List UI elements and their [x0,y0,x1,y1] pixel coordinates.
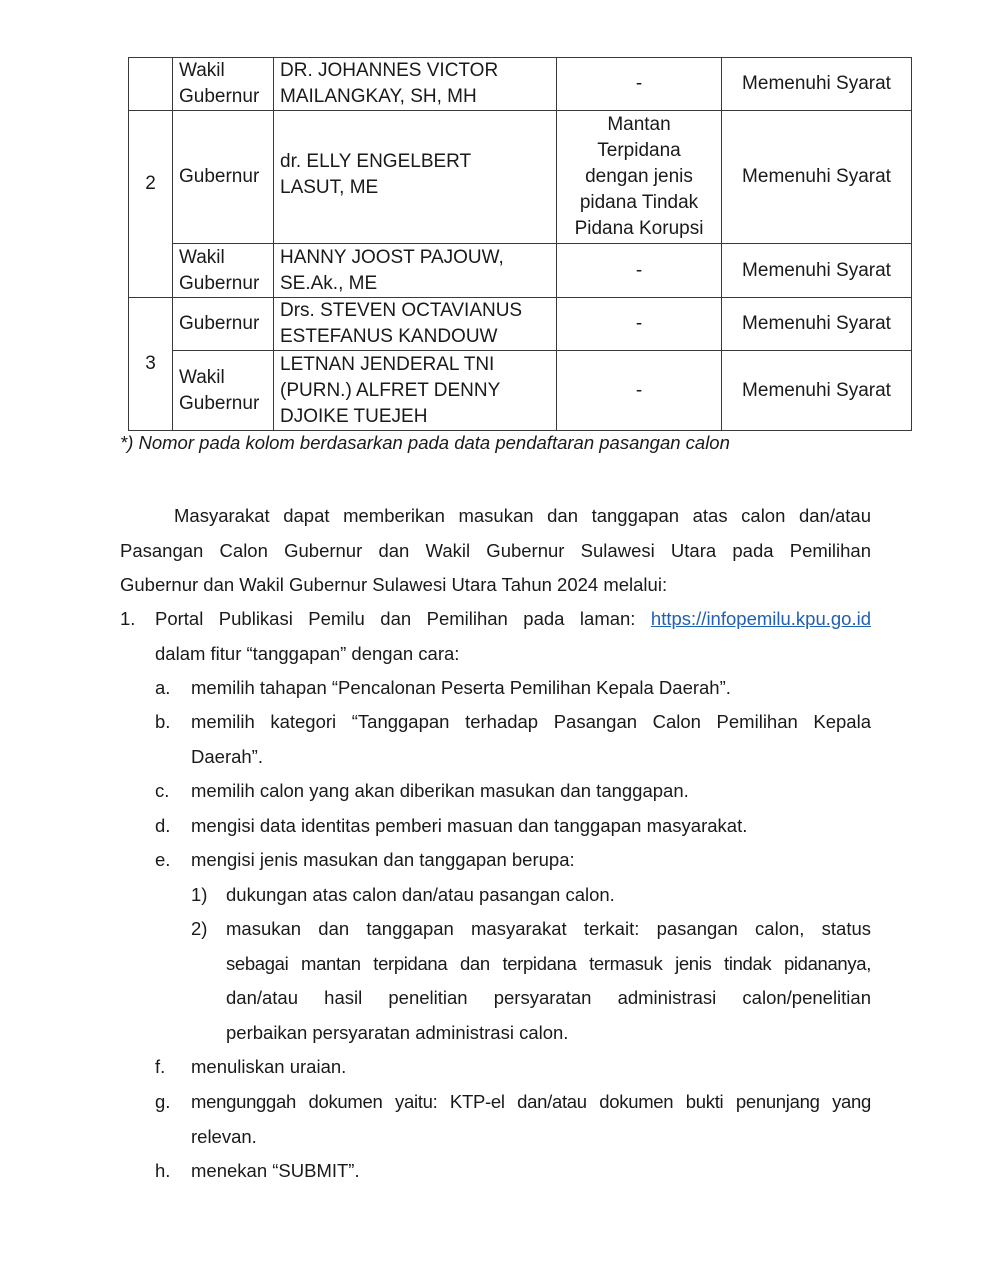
list-marker: c. [155,780,170,801]
position-cell: Gubernur [173,111,274,244]
list-item: 1. Portal Publikasi Pemilu dan Pemilihan pada laman: https://infopemilu.kpu.go.id dalam fitur “tanggapan” dengan cara: [120,602,871,672]
pair-number-cell: 3 [129,298,173,431]
candidate-name-cell: Drs. STEVEN OCTAVIANUS ESTEFANUS KANDOUW [274,298,557,351]
pair-number-cell [129,58,173,111]
document-page: Wakil Gubernur DR. JOHANNES VICTOR MAILANGKAY, SH, MH - Memenuhi Syarat 2 Gubernur dr. ELLY ENGELBERT LASUT, ME Mantan Terpidana dengan jenis pidana Tindak Pidana Korupsi Memenuhi Syarat Wakil Gubernur HANNY JOOST PAJOUW, SE.Ak., ME - Memenuhi Syarat 3 Gubernur Drs. STEVEN OCTAVIANUS ESTEFANUS KANDOUW - Memenuhi Syarat Wakil Gubernur LETNAN JENDERAL TNI (PURN.) ALFRET DENNY DJOIKE TUEJEH - Memenuhi Syarat *) Nomor pada kolom berdasarkan pada data pendaftaran pasangan calon Masyarakat dapat memberikan masukan dan tanggapan atas calon dan/atau Pasangan Calon Gubernur dan Wakil Gubernur Sulawesi Utara pada Pemilihan Gubernur dan Wakil Gubernur Sulawesi Utara Tahun 2024 melalui: 1. Portal Publikasi Pemilu dan Pemilihan pada laman: https://infopemilu.kpu.go.id dalam fitur “tanggapan” dengan cara: a. memilih tahapan “Pencalonan Peserta Pemilihan Kepala Daerah”. b. memilih kategori “Tanggapan terhadap Pasangan Calon Pemilihan Kepala Daerah”. c. memilih calon yang akan diberikan masukan dan tanggapan. d. mengisi data identitas pemberi masuan dan tanggapan masyarakat. e. mengisi jenis masukan dan tanggapan berupa: 1) dukungan atas calon dan/atau pasangan calon. 2) masukan dan tanggapan masyarakat terkait: pasangan calon, status sebagai mantan terpidana dan terpidana termasuk jenis tindak pidananya, dan/atau hasil penelitian persyaratan administrasi calon/penelitian perbaikan persyaratan administrasi calon. f. menuliskan uraian. g. mengunggah dokumen yaitu: KTP-el dan/atau dokumen bukti penunjang yang relevan. h. menekan “SUBMIT”. [0,0,991,1280]
list-marker: h. [155,1160,171,1181]
conviction-status-cell: - [557,58,722,111]
pair-number-cell: 2 [129,111,173,298]
position-cell: Wakil Gubernur [173,244,274,298]
table-footnote: *) Nomor pada kolom berdasarkan pada data pendaftaran pasangan calon [120,432,730,453]
eligibility-cell: Memenuhi Syarat [722,58,912,111]
candidate-name-cell: LETNAN JENDERAL TNI (PURN.) ALFRET DENNY DJOIKE TUEJEH [274,351,557,431]
eligibility-cell: Memenuhi Syarat [722,351,912,431]
list-marker: g. [155,1091,171,1112]
table-row [129,351,912,431]
list-marker: 1. [120,608,136,629]
list-marker: 2) [191,918,208,939]
candidate-table [128,57,912,431]
candidate-name-cell: dr. ELLY ENGELBERT LASUT, ME [274,111,557,244]
list-marker: a. [155,677,171,698]
position-cell: Wakil Gubernur [173,58,274,111]
position-cell: Wakil Gubernur [173,351,274,431]
list-marker: f. [155,1056,166,1077]
candidate-name-cell: DR. JOHANNES VICTOR MAILANGKAY, SH, MH [274,58,557,111]
conviction-status-cell: Mantan Terpidana dengan jenis pidana Tindak Pidana Korupsi [557,111,722,244]
intro-paragraph: Masyarakat dapat memberikan masukan dan tanggapan atas calon dan/atau Pasangan Calon Gubernur dan Wakil Gubernur Sulawesi Utara pada Pemilihan Gubernur dan Wakil Gubernur Sulawesi Utara Tahun 2024 melalui: [120,505,871,595]
table-row [129,298,912,351]
conviction-status-cell: - [557,298,722,351]
eligibility-cell: Memenuhi Syarat [722,298,912,351]
infopemilu-link[interactable]: https://infopemilu.kpu.go.id [650,608,871,629]
conviction-status-cell: - [557,244,722,298]
list-marker: e. [155,849,171,870]
table-row [129,58,912,111]
table-row [129,111,912,244]
list-marker: 1) [191,884,208,905]
eligibility-cell: Memenuhi Syarat [722,111,912,244]
eligibility-cell: Memenuhi Syarat [722,244,912,298]
list-marker: b. [155,711,171,732]
position-cell: Gubernur [173,298,274,351]
candidate-name-cell: HANNY JOOST PAJOUW, SE.Ak., ME [274,244,557,298]
table-row [129,244,912,298]
conviction-status-cell: - [557,351,722,431]
list-marker: d. [155,815,171,836]
